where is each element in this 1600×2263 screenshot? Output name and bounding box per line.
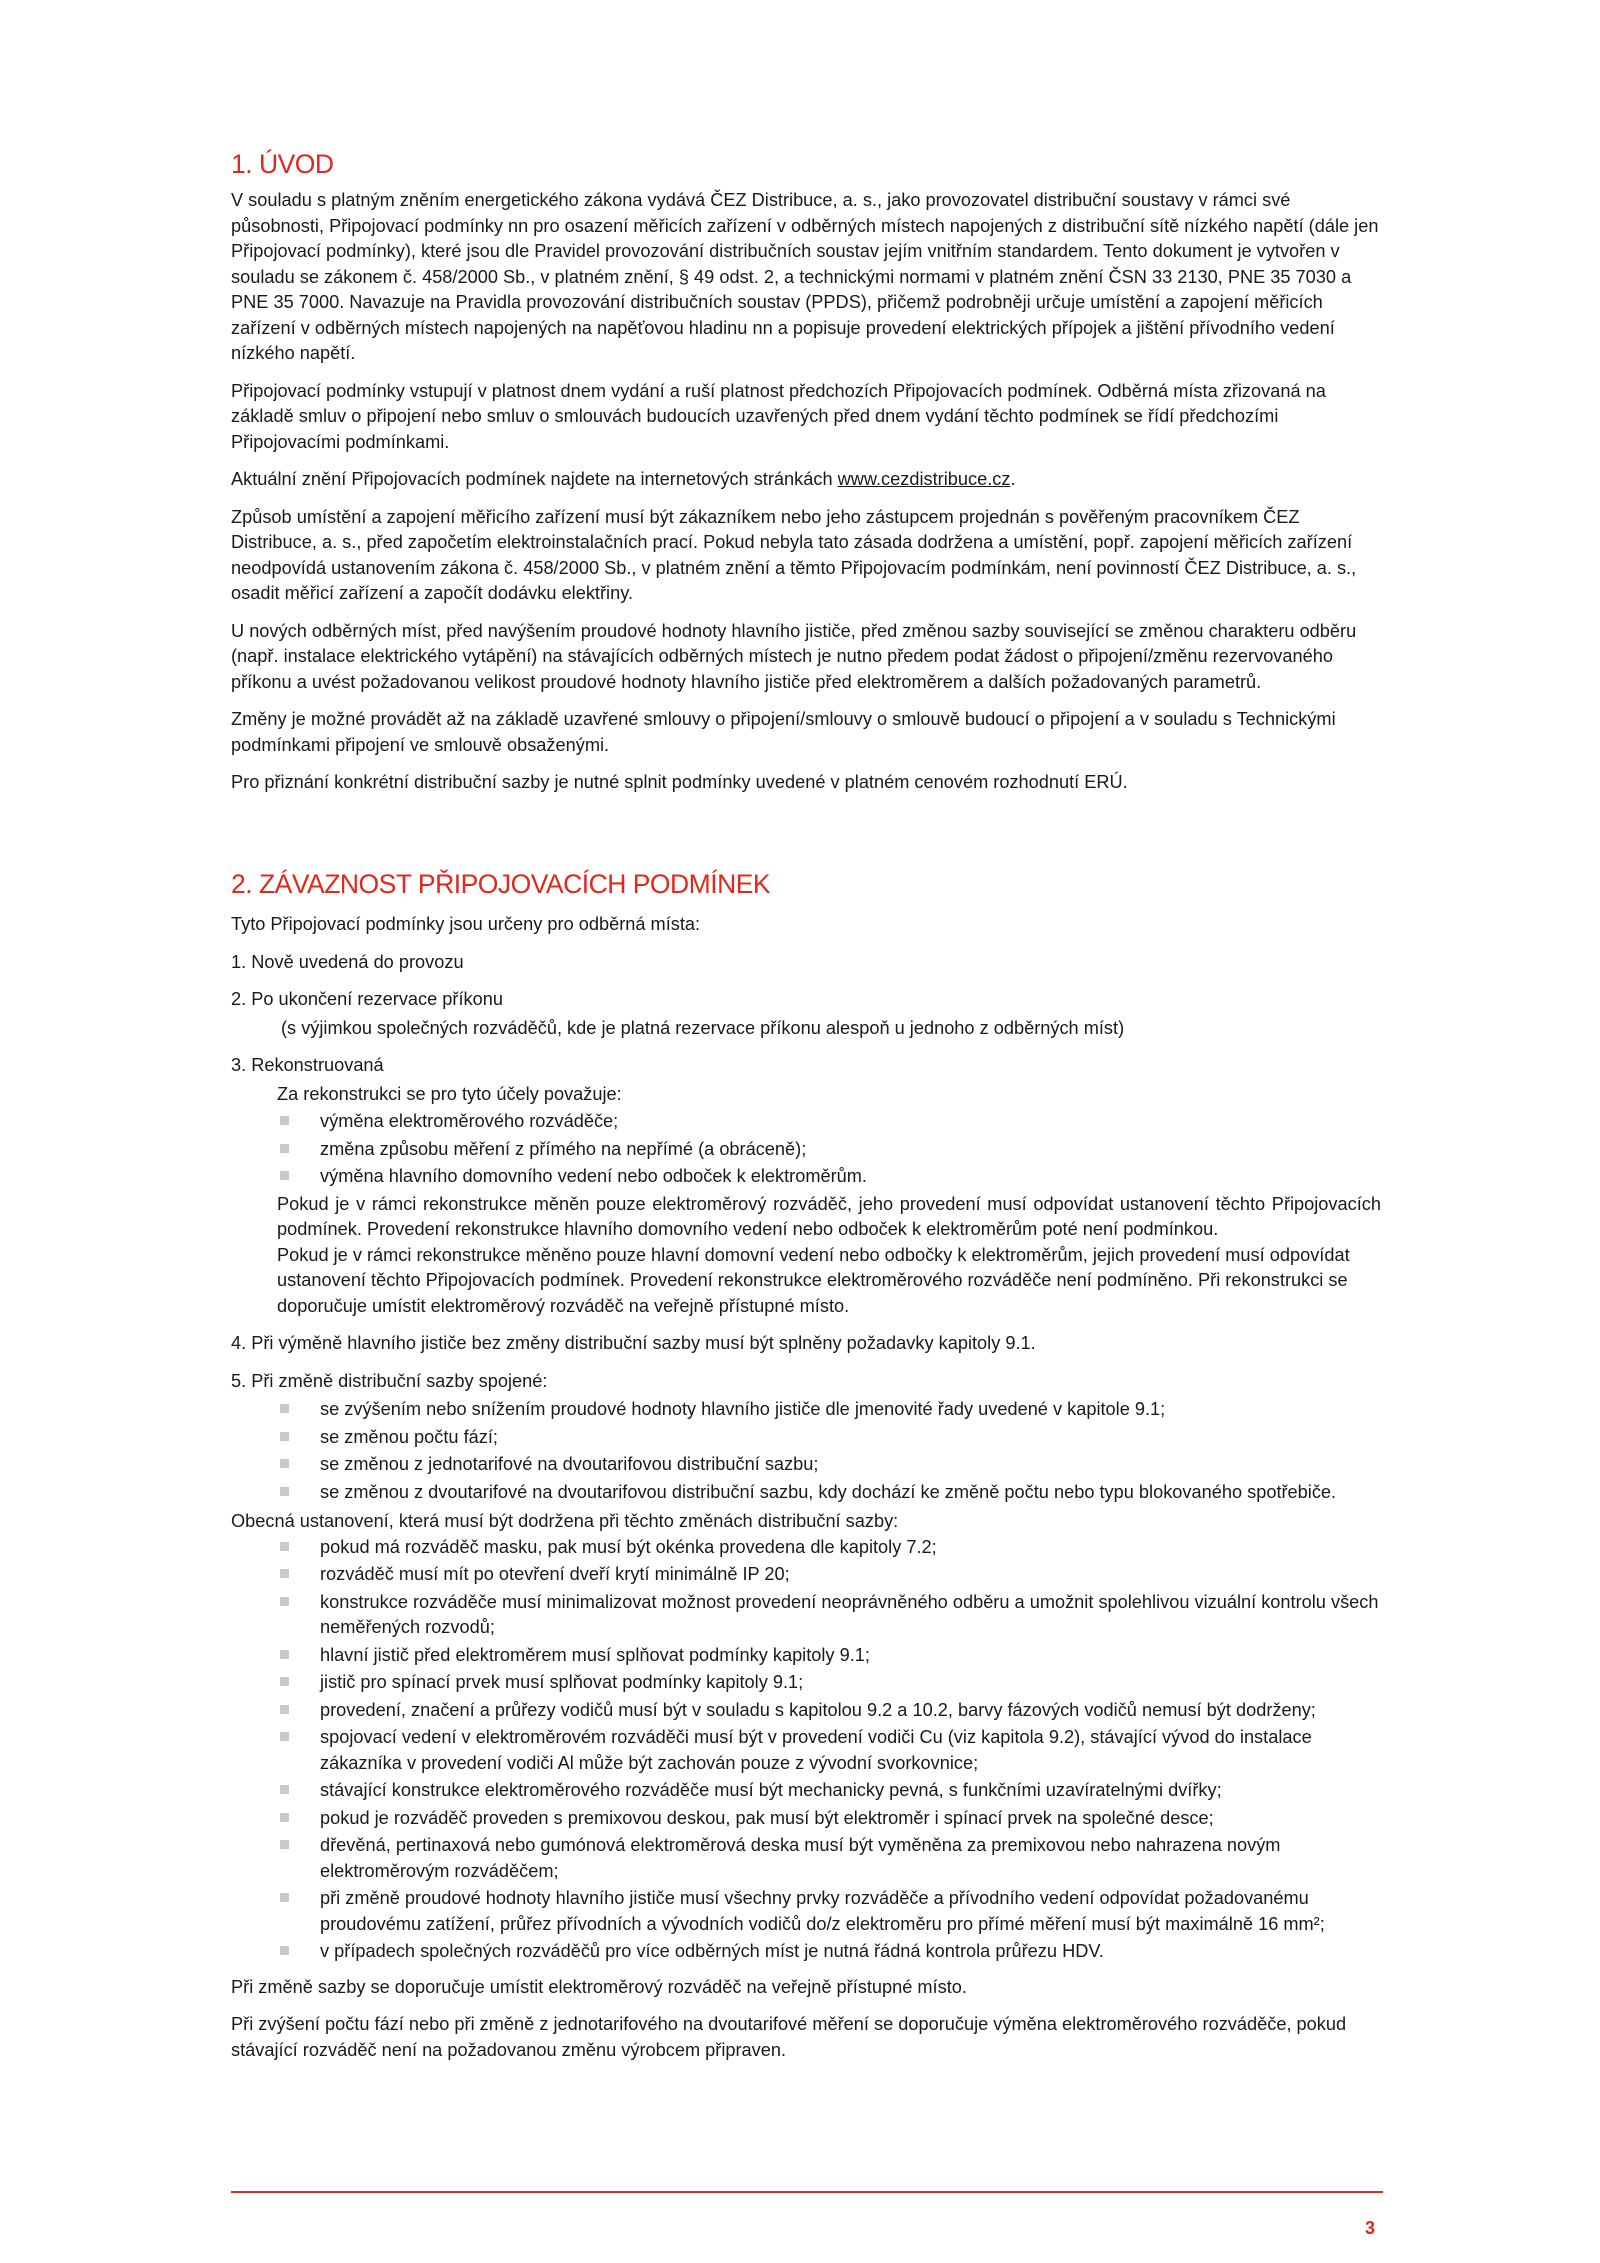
square-bullet-icon xyxy=(280,1432,289,1441)
section-heading-uvod: 1. ÚVOD xyxy=(231,149,334,179)
intro-text: Tyto Připojovací podmínky jsou určeny pro odběrná místa: xyxy=(231,914,701,934)
list-item: při změně proudové hodnoty hlavního jističe musí všechny prvky rozváděče a přívodního vedení odpovídat požadovanému proudovému zatížení, průřez přívodních a vývodních vodičů do/z elektroměru pro přímé měření musí být maximálně 16 mm²; xyxy=(231,1886,1381,1937)
list-item: rozváděč musí mít po otevření dveří krytí minimálně IP 20; xyxy=(231,1562,1381,1588)
square-bullet-icon xyxy=(280,1569,289,1578)
paragraph: Pokud je v rámci rekonstrukce měněno pouze hlavní domovní vedení nebo odbočky k elektroměrům, jejich provedení musí odpovídat ustanovení těchto Připojovacích podmínek. Provedení rekonstrukce elektroměrového rozváděče není podmíněno. Při rekonstrukci se doporučuje umístit elektroměrový rozváděč na veřejně přístupné místo. xyxy=(277,1244,1350,1316)
square-bullet-icon xyxy=(280,1705,289,1714)
square-bullet-icon xyxy=(280,1840,289,1849)
item-title: 1. Nově uvedená do provozu xyxy=(231,951,464,972)
website-link[interactable]: www.cezdistribuce.cz xyxy=(837,469,1011,489)
paragraph: Připojovací podmínky vstupují v platnost dnem vydání a ruší platnost předchozích Připojovacích podmínek. Odběrná místa zřizovaná na základě smluv o připojení nebo smluv o smlouvách budoucích uzavřených před dnem vydání těchto podmínek se řídí předchozími Připojovacími podmínkami. xyxy=(231,380,1326,452)
paragraph: Aktuální znění Připojovacích podmínek najdete na internetových stránkách www.cezdistribuce.cz. xyxy=(231,469,1016,489)
paragraph: Pokud je v rámci rekonstrukce měněn pouze elektroměrový rozváděč, jeho provedení musí odpovídat ustanovení těchto Připojovacích podmínek. Provedení rekonstrukce hlavního domovního vedení nebo odboček k elektroměrům poté není podmínkou. xyxy=(277,1193,1381,1239)
square-bullet-icon xyxy=(280,1542,289,1551)
list-item: stávající konstrukce elektroměrového rozváděče musí být mechanicky pevná, s funkčními uzavíratelnými dvířky; xyxy=(231,1778,1381,1804)
paragraph: Změny je možné provádět až na základě uzavřené smlouvy o připojení/smlouvy o smlouvě budoucí o připojení a v souladu s Technickými podmínkami připojení ve smlouvě obsaženými. xyxy=(231,709,1336,755)
square-bullet-icon xyxy=(280,1677,289,1686)
page-number: 3 xyxy=(1365,2218,1376,2238)
square-bullet-icon xyxy=(280,1813,289,1822)
list-item: v případech společných rozváděčů pro více odběrných míst je nutná řádná kontrola průřezu HDV. xyxy=(231,1939,1381,1965)
square-bullet-icon xyxy=(280,1171,289,1180)
bullet-list xyxy=(231,1397,1381,1505)
item-title: 3. Rekonstruovaná xyxy=(231,1055,384,1075)
list-item: dřevěná, pertinaxová nebo gumónová elektroměrová deska musí být vyměněna za premixovou nebo nahrazena novým elektroměrovým rozváděčem; xyxy=(231,1833,1381,1884)
item-title: 2. Po ukončení rezervace příkonu xyxy=(231,989,503,1009)
list-item: pokud je rozváděč proveden s premixovou deskou, pak musí být elektroměr i spínací prvek na společné desce; xyxy=(231,1806,1381,1832)
list-item: výměna elektroměrového rozváděče; xyxy=(231,1109,1381,1135)
list-item: se změnou z dvoutarifové na dvoutarifovou distribuční sazbu, kdy dochází ke změně počtu nebo typu blokovaného spotřebiče. xyxy=(231,1480,1381,1506)
list-item: výměna hlavního domovního vedení nebo odboček k elektroměrům. xyxy=(231,1164,1381,1190)
square-bullet-icon xyxy=(280,1116,289,1125)
list-item: spojovací vedení v elektroměrovém rozváděči musí být v provedení vodiči Cu (viz kapitola 9.2), stávající vývod do instalace zákazníka v provedení vodiči Al může být zachován pouze z vývodní svorkovnice; xyxy=(231,1725,1381,1776)
square-bullet-icon xyxy=(280,1459,289,1468)
item-note: (s výjimkou společných rozváděčů, kde je platná rezervace příkonu alespoň u jednoho z odběrných míst) xyxy=(281,1017,1125,1038)
list-item: jistič pro spínací prvek musí splňovat podmínky kapitoly 9.1; xyxy=(231,1670,1381,1696)
square-bullet-icon xyxy=(280,1893,289,1902)
paragraph: V souladu s platným zněním energetického zákona vydává ČEZ Distribuce, a. s., jako provozovatel distribuční soustavy v rámci své působnosti, Připojovací podmínky nn pro osazení měřicích zařízení v odběrných místech napojených z distribuční sítě nízkého napětí (dále jen Připojovací podmínky), které jsou dle Pravidel provozování distribučních soustav jejím vnitřním standardem. Tento dokument je vytvořen v souladu se zákonem č. 458/2000 Sb., v platném znění, § 49 odst. 2, a technickými normami v platném znění ČSN 33 2130, PNE 35 7030 a PNE 35 7000. Navazuje na Pravidla provozování distribučních soustav (PPDS), přičemž podrobněji určuje umístění a zapojení měřicích zařízení v odběrných místech napojených na napěťovou hladinu nn a popisuje provedení elektrických přípojek a jištění přívodního vedení nízkého napětí. xyxy=(231,190,1379,363)
list-item: se změnou z jednotarifové na dvoutarifovou distribuční sazbu; xyxy=(231,1452,1381,1478)
paragraph: Při zvýšení počtu fází nebo při změně z jednotarifového na dvoutarifové měření se doporučuje výměna elektroměrového rozváděče, pokud stávající rozváděč není na požadovanou změnu výrobcem připraven. xyxy=(231,2014,1347,2060)
paragraph: Způsob umístění a zapojení měřicího zařízení musí být zákazníkem nebo jeho zástupcem projednán s pověřeným pracovníkem ČEZ Distribuce, a. s., před započetím elektroinstalačních prací. Pokud nebyla tato zásada dodržena a umístění, popř. zapojení měřicích zařízení neodpovídá ustanovením zákona č. 458/2000 Sb., v platném znění a těmto Připojovacím podmínkám, není povinností ČEZ Distribuce, a. s., osadit měřicí zařízení a započít dodávku elektřiny. xyxy=(231,506,1357,603)
list-item: hlavní jistič před elektroměrem musí splňovat podmínky kapitoly 9.1; xyxy=(231,1643,1381,1669)
list-item: konstrukce rozváděče musí minimalizovat možnost provedení neoprávněného odběru a umožnit spolehlivou vizuální kontrolu všech neměřených rozvodů; xyxy=(231,1590,1381,1641)
item-title: 4. Při výměně hlavního jističe bez změny distribuční sazby musí být splněny požadavky kapitoly 9.1. xyxy=(231,1333,1036,1353)
square-bullet-icon xyxy=(280,1650,289,1659)
list-item: pokud má rozváděč masku, pak musí být okénka provedena dle kapitoly 7.2; xyxy=(231,1535,1381,1561)
square-bullet-icon xyxy=(280,1597,289,1606)
footer-divider xyxy=(231,2191,1383,2193)
list-item: provedení, značení a průřezy vodičů musí být v souladu s kapitolou 9.2 a 10.2, barvy fázových vodičů nemusí být dodrženy; xyxy=(231,1698,1381,1724)
bullet-list xyxy=(231,1535,1381,1965)
list-item: se změnou počtu fází; xyxy=(231,1425,1381,1451)
list-item: změna způsobu měření z přímého na nepřímé (a obráceně); xyxy=(231,1137,1381,1163)
paragraph: U nových odběrných míst, před navýšením proudové hodnoty hlavního jističe, před změnou sazby související se změnou charakteru odběru (např. instalace elektrického vytápění) na stávajících odběrných místech je nutno předem podat žádost o připojení/změnu rezervovaného příkonu a uvést požadovanou velikost proudové hodnoty hlavního jističe před elektroměrem a dalších požadovaných parametrů. xyxy=(231,620,1357,692)
square-bullet-icon xyxy=(280,1487,289,1496)
square-bullet-icon xyxy=(280,1144,289,1153)
section1-body xyxy=(231,188,1381,808)
item-intro: Za rekonstrukci se pro tyto účely považuje: xyxy=(277,1083,622,1104)
bullet-list xyxy=(231,1109,1381,1190)
general-heading: Obecná ustanovení, která musí být dodržena při těchto změnách distribuční sazby: xyxy=(231,1511,899,1531)
square-bullet-icon xyxy=(280,1946,289,1955)
square-bullet-icon xyxy=(280,1785,289,1794)
square-bullet-icon xyxy=(280,1732,289,1741)
paragraph: Pro přiznání konkrétní distribuční sazby je nutné splnit podmínky uvedené v platném cenovém rozhodnutí ERÚ. xyxy=(231,772,1128,792)
section-heading-zavaznost: 2. ZÁVAZNOST PŘIPOJOVACÍCH PODMÍNEK xyxy=(231,869,771,899)
paragraph: Při změně sazby se doporučuje umístit elektroměrový rozváděč na veřejně přístupné místo. xyxy=(231,1976,967,1997)
list-item: se zvýšením nebo snížením proudové hodnoty hlavního jističe dle jmenovité řady uvedené v kapitole 9.1; xyxy=(231,1397,1381,1423)
section2-body xyxy=(231,912,1381,2075)
item-title: 5. Při změně distribuční sazby spojené: xyxy=(231,1370,548,1391)
square-bullet-icon xyxy=(280,1404,289,1413)
